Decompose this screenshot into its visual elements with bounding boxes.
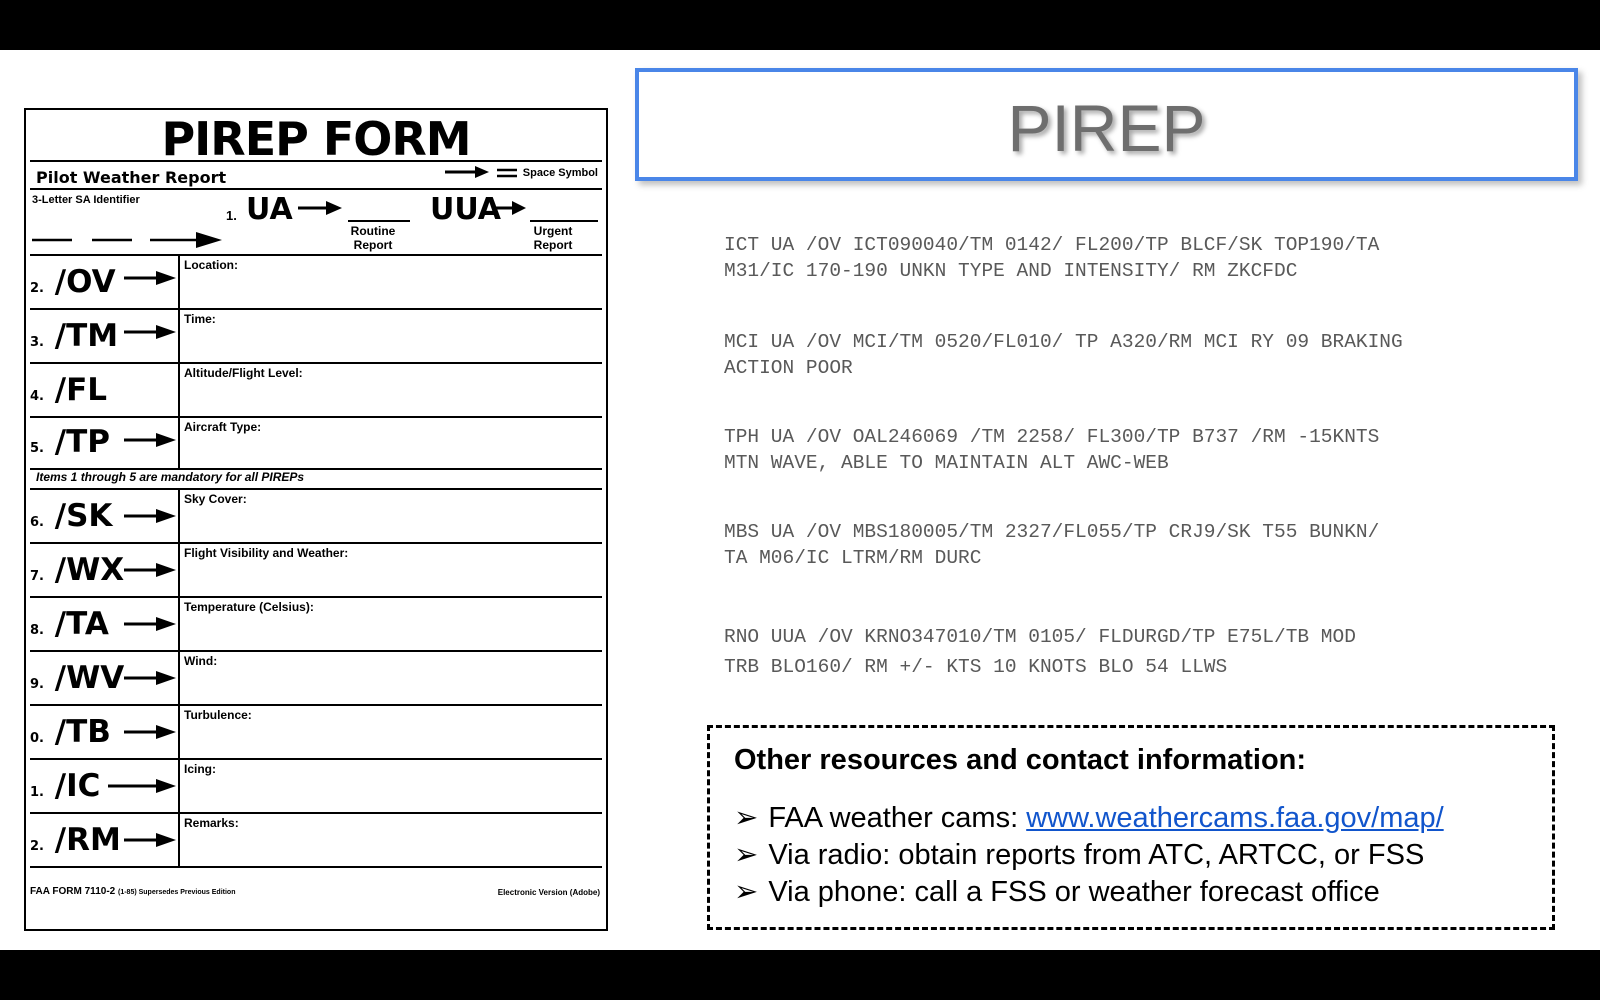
column-divider [178,256,180,468]
field-row-wx [26,544,606,596]
resource-item [734,800,1444,835]
space-symbol-label: Space Symbol [522,167,598,179]
pirep-report [724,622,1524,682]
resource-text: Via phone: call a FSS or weather forecast office [768,876,1380,908]
item-number: 1. [226,208,237,223]
bullet-arrow-icon: ➢ [734,876,759,908]
field-label: Altitude/Flight Level: [184,366,303,380]
pirep-report [724,232,1524,284]
resource-item [734,837,1424,872]
uua-code: UUA [430,192,502,227]
arrow-icon [124,724,178,740]
field-label: Turbulence: [184,708,252,722]
resource-text: FAA weather cams: [768,802,1027,834]
pirep-report [724,329,1524,381]
equals-icon [497,167,517,179]
pirep-form-image [24,108,608,931]
arrow-icon [124,616,178,632]
field-label: Wind: [184,654,218,668]
arrow-icon [124,562,178,578]
field-code: 4. /FL [30,372,108,408]
resource-text: Via radio: obtain reports from ATC, ARTCC, or FSS [768,839,1425,871]
report-line: M31/IC 170-190 UNKN TYPE AND INTENSITY/ RM ZKCFDC [724,260,1298,282]
field-row-sk [26,490,606,542]
field-label: Aircraft Type: [184,420,262,434]
resources-box [707,725,1555,930]
field-row-tm [26,310,606,362]
form-footer-number: FAA FORM 7110-2 (1-85) Supersedes Previous Edition [30,886,236,897]
field-label: Location: [184,258,238,272]
field-row-rm [26,814,606,866]
report-line: TRB BLO160/ RM +/- KTS 10 KNOTS BLO 54 LLWS [724,656,1228,678]
weathercams-link[interactable]: www.weathercams.faa.gov/map/ [1026,802,1444,834]
field-row-tp [26,418,606,468]
field-code: 2. /RM [30,822,121,858]
ua-code: UA [246,192,293,227]
field-label: Icing: [184,762,216,776]
routine-report-label: Routine Report [350,224,396,252]
field-row-ov [26,256,606,308]
space-symbol-legend [445,165,598,181]
form-subtitle: Pilot Weather Report [36,168,227,187]
arrow-icon [124,270,178,286]
field-code: 0. /TB [30,714,111,750]
field-row-tb [26,706,606,758]
arrow-icon [124,508,178,524]
pirep-report [724,519,1524,571]
report-line: MTN WAVE, ABLE TO MAINTAIN ALT AWC-WEB [724,452,1169,474]
top-letterbox-bar [0,0,1600,50]
resources-title: Other resources and contact information: [734,744,1307,776]
field-row-ic [26,760,606,812]
arrow-icon [494,200,528,216]
bullet-arrow-icon: ➢ [734,839,759,871]
report-line: MCI UA /OV MCI/TM 0520/FL010/ TP A320/RM MCI RY 09 BRAKING [724,331,1403,353]
field-label: Remarks: [184,816,239,830]
field-label: Time: [184,312,216,326]
urgent-report-label: Urgent Report [533,224,573,252]
field-label: Flight Visibility and Weather: [184,546,349,560]
report-line: TA M06/IC LTRM/RM DURC [724,547,982,569]
arrow-icon [124,324,178,340]
report-line: TPH UA /OV OAL246069 /TM 2258/ FL300/TP B737 /RM -15KNTS [724,426,1380,448]
arrow-icon [124,832,178,848]
mandatory-note: Items 1 through 5 are mandatory for all PIREPs [36,470,305,484]
space-symbol-arrow-icon [445,165,491,181]
resource-item [734,874,1380,909]
field-code: 5. /TP [30,424,110,460]
sa-identifier-label: 3-Letter SA Identifier [32,194,140,206]
heading-box [635,68,1578,181]
report-line: ICT UA /OV ICT090040/TM 0142/ FL200/TP BLCF/SK TOP190/TA [724,234,1380,256]
field-code: 1. /IC [30,768,101,804]
report-line: MBS UA /OV MBS180005/TM 2327/FL055/TP CRJ9/SK T55 BUNKN/ [724,521,1380,543]
arrow-icon [124,670,178,686]
field-code: 8. /TA [30,606,109,642]
sa-identifier-dashes-icon [32,230,222,248]
field-label: Temperature (Celsius): [184,600,314,614]
field-code: 3. /TM [30,318,119,354]
arrow-icon [124,432,178,448]
arrow-icon [298,200,344,216]
divider [30,866,602,868]
bottom-letterbox-bar [0,950,1600,1000]
routine-blank [348,220,410,222]
report-line: ACTION POOR [724,357,853,379]
field-label: Sky Cover: [184,492,247,506]
column-divider [178,490,180,866]
bullet-arrow-icon: ➢ [734,802,759,834]
field-code: 2. /OV [30,264,116,300]
divider [30,160,602,162]
field-row-fl [26,364,606,416]
field-row-ta [26,598,606,650]
field-row-wv [26,652,606,704]
form-footer-version: Electronic Version (Adobe) [497,888,600,897]
field-code: 7. /WX [30,552,125,588]
urgent-blank [530,220,598,222]
field-code: 9. /WV [30,660,125,696]
field-code: 6. /SK [30,498,113,534]
report-line: RNO UUA /OV KRNO347010/TM 0105/ FLDURGD/TP E75L/TB MOD [724,626,1356,648]
form-title: PIREP FORM [161,112,471,166]
divider [30,188,602,190]
arrow-icon [108,778,178,794]
page-title: PIREP [1007,91,1206,165]
pirep-report [724,424,1524,476]
